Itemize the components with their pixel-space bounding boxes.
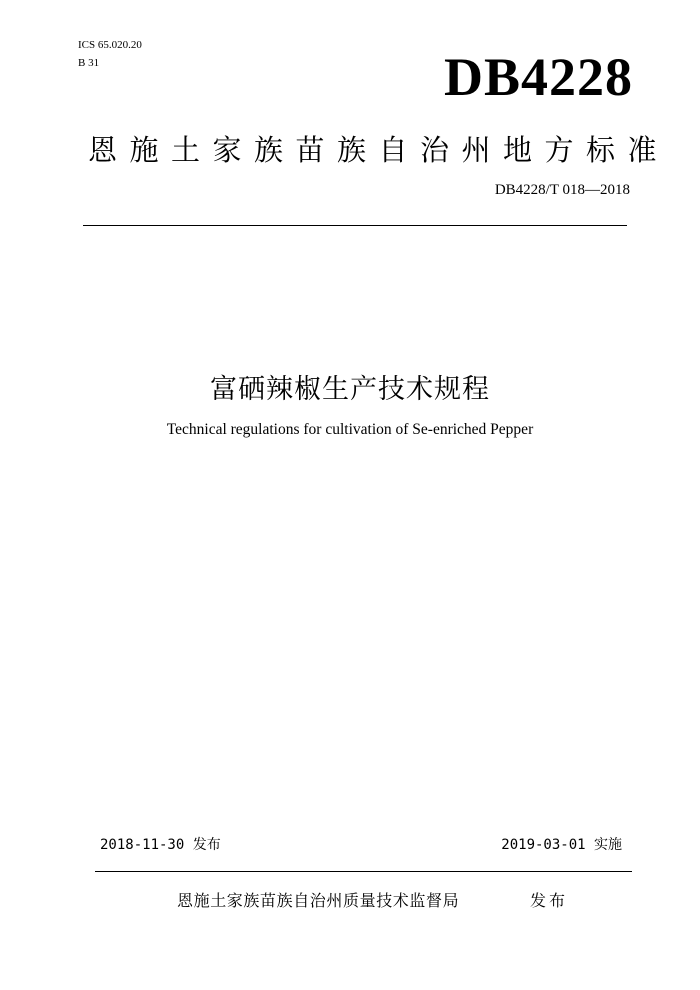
document-title-chinese: 富硒辣椒生产技术规程 (210, 374, 490, 405)
standard-number: DB4228/T 018—2018 (494, 182, 630, 198)
issue-date: 2018-11-30 发布 (100, 837, 221, 853)
ics-code: ICS 65.020.20 (78, 39, 142, 51)
footer-divider (95, 871, 632, 872)
implementation-date: 2019-03-01 实施 (501, 837, 622, 853)
issue-label: 发布 (530, 891, 569, 910)
standard-code-large: DB4228 (443, 47, 633, 107)
classification-code: B 31 (78, 57, 100, 69)
document-title-english: Technical regulations for cultivation of Se-enriched Pepper (166, 421, 534, 438)
header-divider (83, 225, 627, 226)
issuing-authority: 恩施土家族苗族自治州质量技术监督局 (177, 891, 460, 910)
standard-type-heading: 恩施土家族苗族自治州地方标准 (88, 133, 670, 167)
